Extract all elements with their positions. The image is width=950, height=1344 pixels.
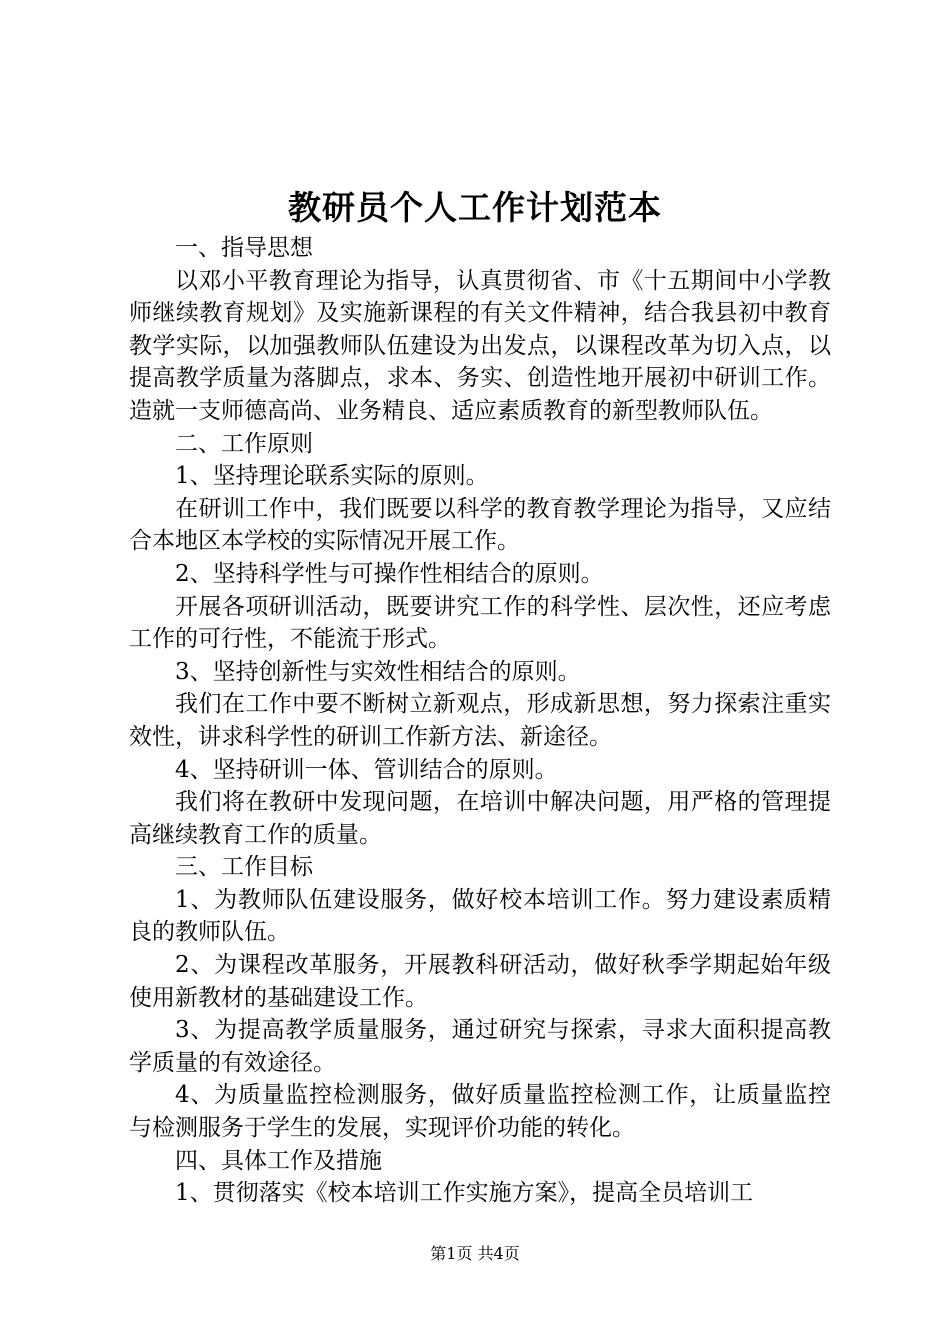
document-body — [129, 232, 831, 1210]
list-item: 1、贯彻落实《校本培训工作实施方案》，提高全员培训工 — [175, 1180, 754, 1207]
paragraph: 我们在工作中要不断树立新观点，形成新思想，努力探索注重实效性，讲求科学性的研训工作新方法、新途径。 — [129, 691, 831, 750]
section-heading: 二、工作原则 — [175, 430, 313, 457]
list-item: 3、为提高教学质量服务，通过研究与探索，寻求大面积提高教学质量的有效途径。 — [129, 1017, 831, 1076]
paragraph: 开展各项研训活动，既要讲究工作的科学性、层次性，还应考虑工作的可行性，不能流于形式。 — [129, 593, 831, 653]
list-item: 2、为课程改革服务，开展教科研活动，做好秋季学期起始年级使用新教材的基础建设工作。 — [129, 952, 831, 1011]
paragraph: 在研训工作中，我们既要以科学的教育教学理论为指导，又应结合本地区本学校的实际情况开展工作。 — [129, 495, 831, 555]
document-title: 教研员个人工作计划范本 — [288, 188, 662, 227]
list-item: 4、为质量监控检测服务，做好质量监控检测工作，让质量监控与检测服务于学生的发展，实现评价功能的转化。 — [129, 1082, 831, 1142]
paragraph: 我们将在教研中发现问题，在培训中解决问题，用严格的管理提高继续教育工作的质量。 — [129, 789, 831, 848]
section-heading: 三、工作目标 — [175, 854, 313, 881]
list-item: 4、坚持研训一体、管训结合的原则。 — [175, 756, 558, 783]
list-item: 1、坚持理论联系实际的原则。 — [175, 463, 489, 490]
section-heading: 四、具体工作及措施 — [175, 1147, 382, 1174]
list-item: 1、为教师队伍建设服务，做好校本培训工作。努力建设素质精良的教师队伍。 — [129, 886, 831, 946]
list-item: 3、坚持创新性与实效性相结合的原则。 — [175, 658, 581, 685]
list-item: 2、坚持科学性与可操作性相结合的原则。 — [175, 560, 604, 587]
page-number-footer: 第1页 共4页 — [430, 1244, 520, 1263]
section-heading: 一、指导思想 — [175, 235, 313, 261]
paragraph: 以邓小平教育理论为指导，认真贯彻省、市《十五期间中小学教师继续教育规划》及实施新课程的有关文件精神，结合我县初中教育教学实际，以加强教师队伍建设为出发点，以课程改革为切入点，以提高教学质量为落脚点，求本、务实、创造性地开展初中研训工作。造就一支师德高尚、业务精良、适应素质教育的新型教师队伍。 — [129, 267, 831, 424]
